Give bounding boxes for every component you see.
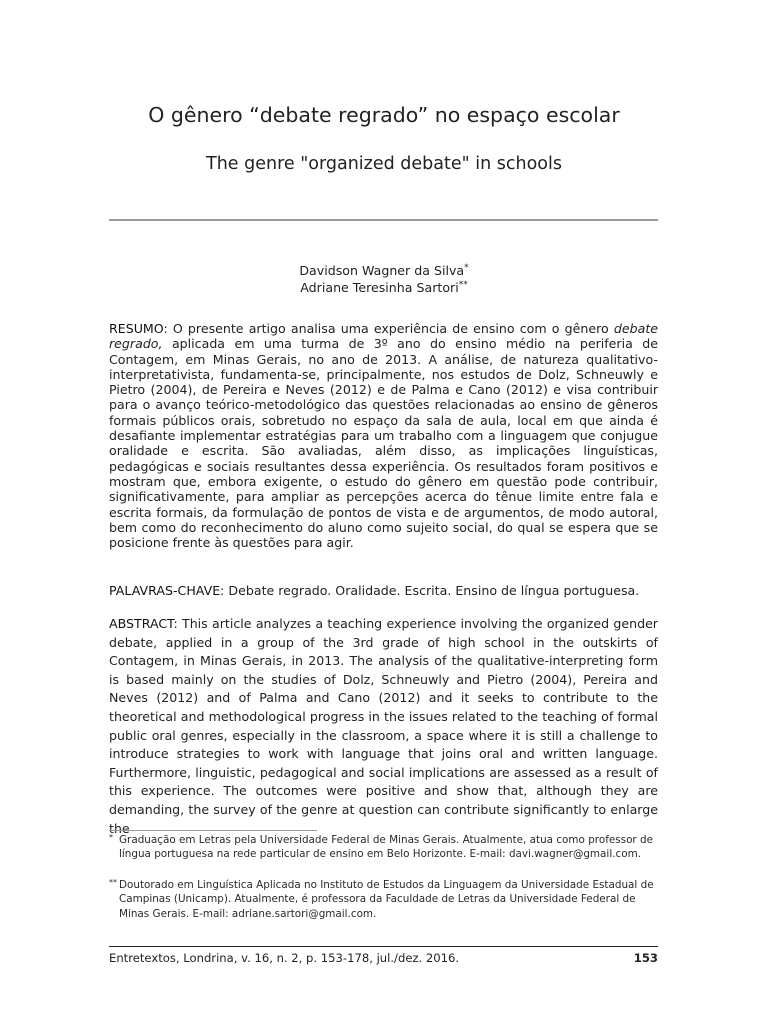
running-footer [109, 951, 658, 966]
resumo-separator: : [163, 321, 168, 336]
author-list [0, 262, 768, 296]
resumo-paragraph [109, 321, 658, 550]
author-footnote-mark: ** [458, 280, 468, 290]
author-name: Adriane Teresinha Sartori [300, 280, 459, 295]
author-footnote-mark: * [464, 263, 469, 273]
footnote-text: Graduação em Letras pela Universidade Federal de Minas Gerais. Atualmente, atua como professor de língua portuguesa na rede particular de ensino em Belo Horizonte. E-mail: davi.wagner@gmail.com. [119, 834, 653, 861]
keywords-label: PALAVRAS-CHAVE [109, 583, 221, 598]
footnote-text: Doutorado em Linguística Aplicada no Instituto de Estudos da Linguagem da Universidade Estadual de Campinas (Unicamp). Atualmente, é professora da Faculdade de Letras da Universidade Federal de Minas Gerais. E-mail: adriane.sartori@gmail.com. [119, 879, 654, 920]
resumo-italic-term: debate regrado, [109, 321, 658, 352]
page-number: 153 [633, 951, 658, 965]
article-title: O gênero “debate regrado” no espaço escolar [148, 103, 620, 127]
abstract-label: ABSTRACT [109, 616, 174, 631]
keywords-text: Debate regrado. Oralidade. Escrita. Ensino de língua portuguesa. [224, 583, 640, 598]
keywords-separator: : [220, 583, 225, 598]
abstract-paragraph [109, 615, 658, 836]
abstract-separator: : [173, 616, 178, 631]
footer-divider [109, 946, 658, 947]
author-name: Davidson Wagner da Silva [299, 263, 465, 278]
journal-citation: Entretextos, Londrina, v. 16, n. 2, p. 153-178, jul./dez. 2016. [109, 951, 460, 965]
resumo-text-end: aplicada em uma turma de 3º ano do ensino médio na periferia de Contagem, em Minas Gerais, no ano de 2013. A análise, de natureza qualitativo-interpretativista, fundamenta-se, principalmente, nos estudos de Dolz, Schneuwly e Pietro (2004), de Pereira e Neves (2012) e de Palma e Cano (2012) e visa contribuir para o avanço teórico-metodológico das questões relacionadas ao ensino de gêneros formais públicos orais, sobretudo no espaço da sala de aula, local em que ainda é desafiante implementar estratégias para um trabalho com a linguagem que conjugue oralidade e escrita. São avaliadas, além disso, as implicações linguísticas, pedagógicas e sociais resultantes dessa experiência. Os resultados foram positivos e mostram que, embora exigente, o estudo do gênero em questão pode contribuir, significativamente, para ampliar as percepções acerca do tênue limite entre fala e escrita formais, da formulação de pontos de vista e de argumentos, de modo autoral, bem como do reconhecimento do aluno como sujeito social, do qual se espera que se posicione frente às questões para agir. [109, 336, 658, 551]
keywords-paragraph [109, 583, 658, 598]
article-title-english: The genre "organized debate" in schools [206, 154, 562, 174]
footnote [109, 833, 658, 862]
footnote-mark: * [109, 833, 113, 842]
title-divider [109, 219, 658, 221]
resumo-text-start: O presente artigo analisa uma experiência de ensino com o gênero [167, 321, 614, 336]
footnote-mark: ** [109, 878, 117, 887]
footnote-divider [109, 830, 317, 831]
footnote [109, 878, 658, 921]
author-line [0, 279, 768, 296]
author-line [0, 262, 768, 279]
abstract-text: This article analyzes a teaching experience involving the organized gender debate, applied in a group of the 3rd grade of high school in the outskirts of Contagem, in Minas Gerais, in 2013. The analysis of the qualitative-interpreting form is based mainly on the studies of Dolz, Schneuwly and Pietro (2004), Pereira and Neves (2012) and of Palma and Cano (2012) and it seeks to contribute to the theoretical and methodological progress in the issues related to the teaching of formal public oral genres, especially in the classroom, a space where it is still a challenge to introduce strategies to work with language that joins oral and written language. Furthermore, linguistic, pedagogical and social implications are assessed as a result of this experience. The outcomes were positive and show that, although they are demanding, the survey of the genre at question can contribute significantly to enlarge the [109, 616, 658, 836]
resumo-label: RESUMO [109, 321, 164, 336]
